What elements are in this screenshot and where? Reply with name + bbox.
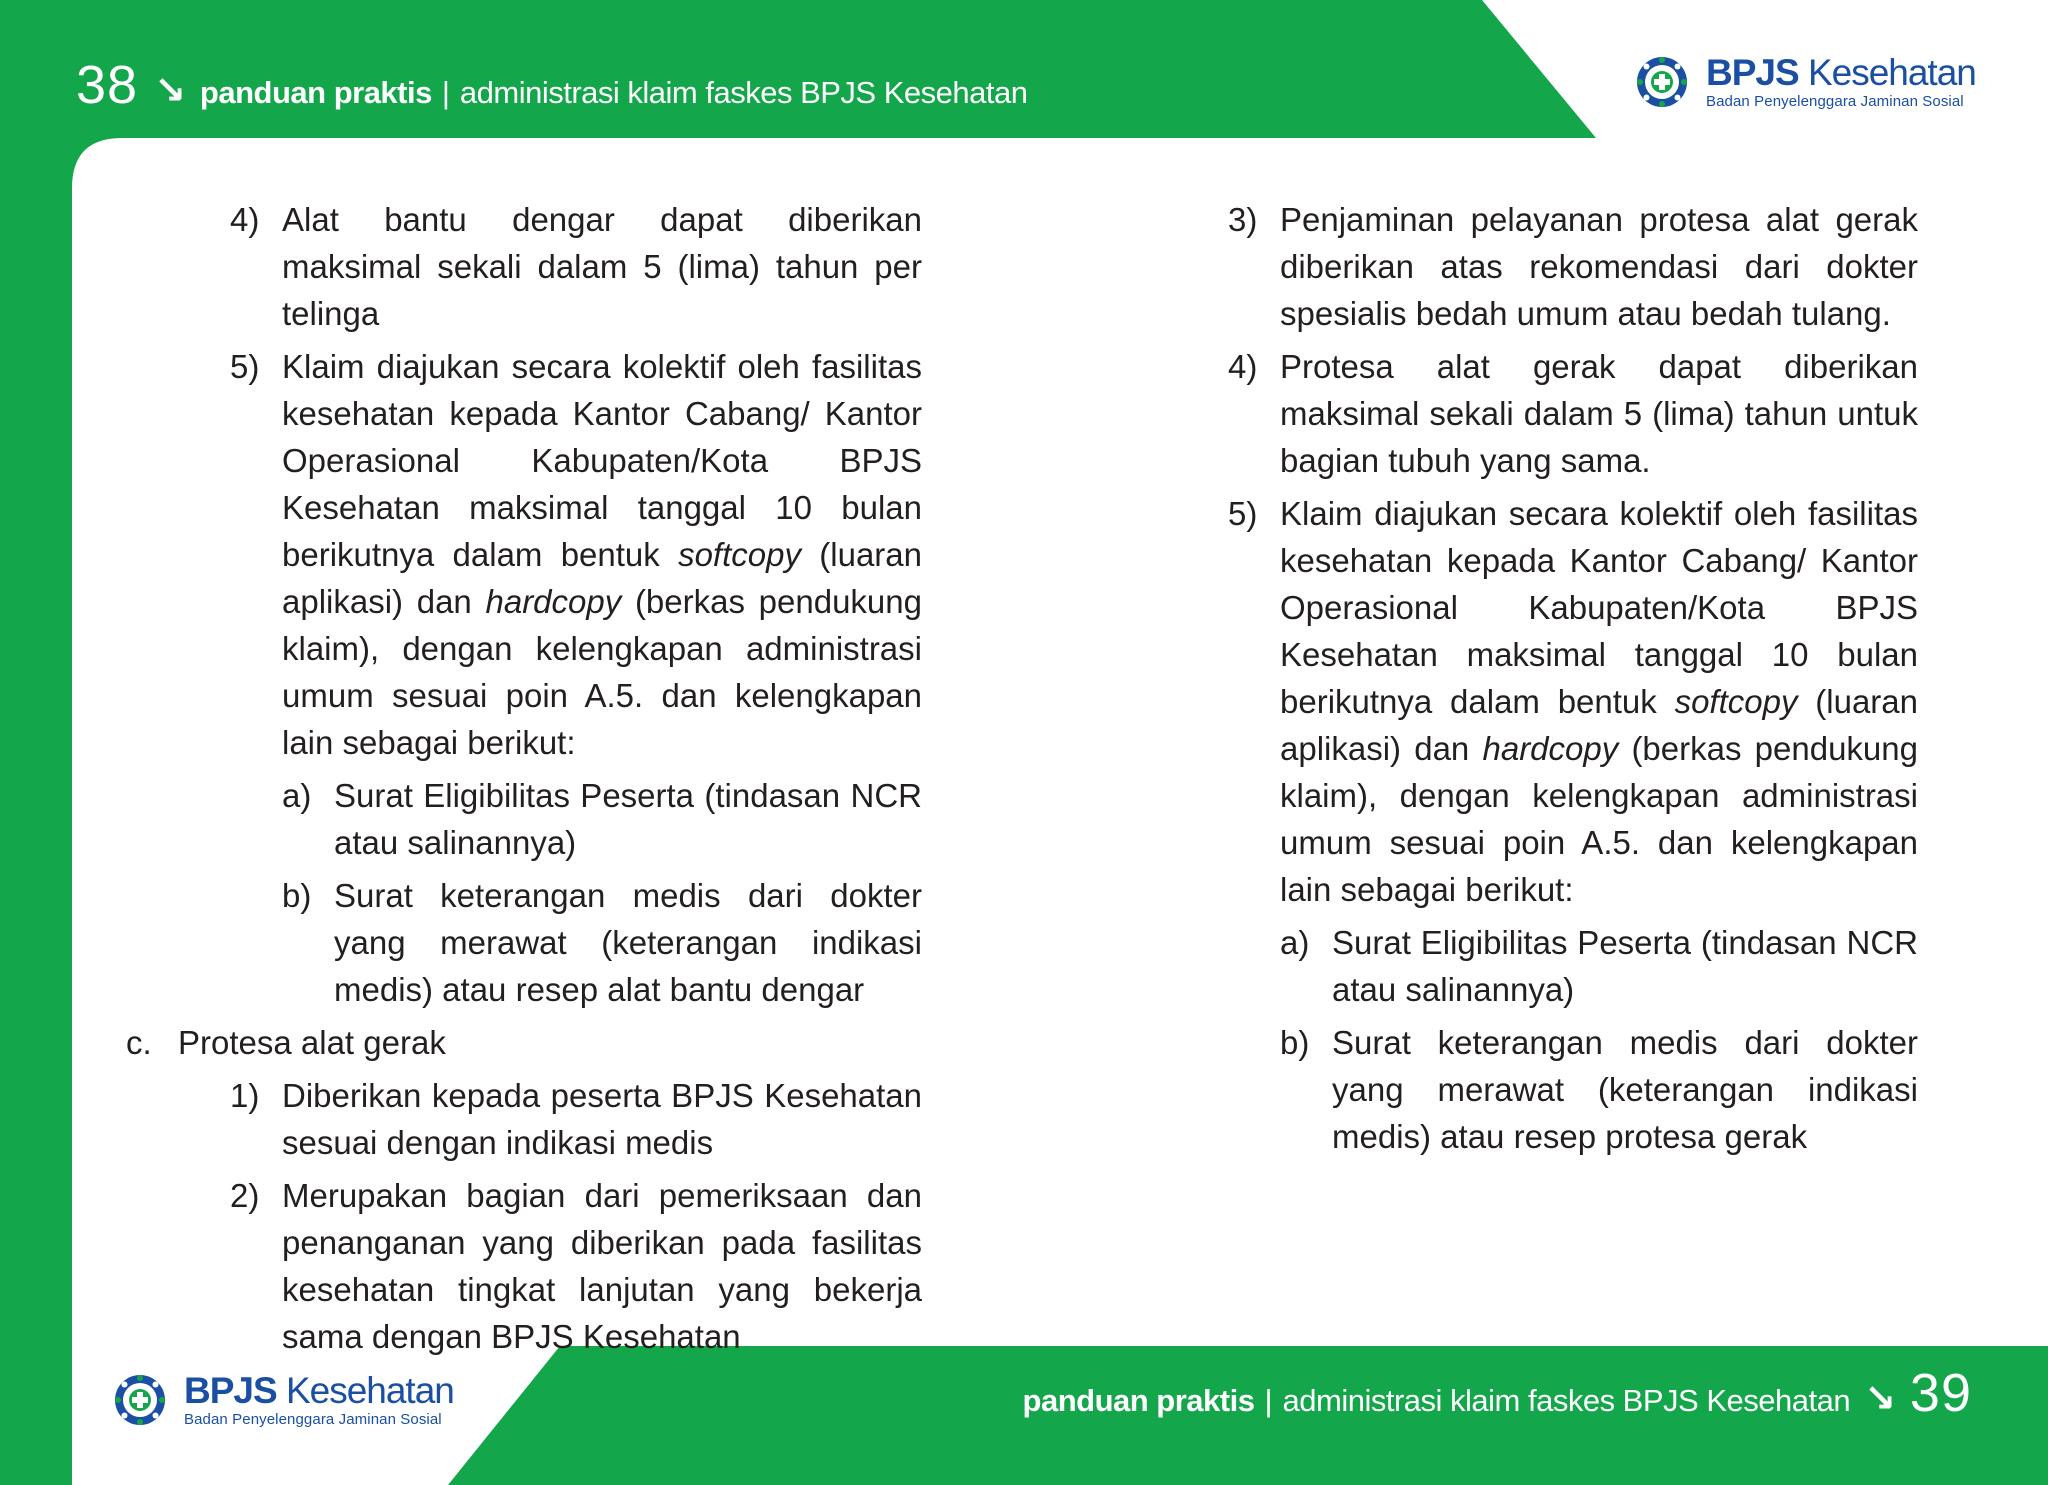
- item-number: 2): [230, 1177, 260, 1214]
- header-separator: |: [441, 75, 450, 110]
- item-text: Surat keterangan medis dari dokter yang merawat (keterangan indikasi medis) atau resep alat bantu dengar: [334, 877, 922, 1008]
- item-letter: a): [1280, 924, 1310, 961]
- bpjs-logo-top: [1636, 54, 1976, 109]
- section-letter: c.: [126, 1024, 152, 1061]
- bpjs-logo-bottom: [114, 1372, 454, 1427]
- list-item: [178, 772, 922, 866]
- item-text: Surat keterangan medis dari dokter yang merawat (keterangan indikasi medis) atau resep protesa gerak: [1332, 1024, 1918, 1155]
- item-text: Surat Eligibilitas Peserta (tindasan NCR atau salinannya): [1332, 924, 1918, 1008]
- list-item: [178, 196, 922, 337]
- footer-title-regular: administrasi klaim faskes BPJS Kesehatan: [1282, 1383, 1851, 1418]
- item-text: Alat bantu dengar dapat diberikan maksimal sekali dalam 5 (lima) tahun per telinga: [282, 201, 922, 332]
- left-text-column: [126, 196, 922, 1366]
- item-letter: b): [282, 877, 312, 914]
- item-number: 4): [230, 201, 260, 238]
- footer-running-title: [1023, 1362, 1972, 1432]
- list-item: [178, 1072, 922, 1166]
- logo-word-bpjs: BPJS: [184, 1370, 277, 1411]
- list-item: [178, 343, 922, 766]
- logo-word-bpjs: BPJS: [1706, 52, 1799, 93]
- item-number: 3): [1228, 201, 1258, 238]
- item-number: 5): [1228, 495, 1258, 532]
- list-item: [178, 1172, 922, 1360]
- bpjs-emblem-icon: [114, 1374, 166, 1426]
- header-title-regular: administrasi klaim faskes BPJS Kesehatan: [459, 75, 1028, 110]
- logo-subtitle: Badan Penyelenggara Jaminan Sosial: [184, 1411, 442, 1428]
- list-item: [1228, 1019, 1918, 1160]
- arrow-down-right-icon: ↘: [1864, 1378, 1896, 1420]
- item-text: Klaim diajukan secara kolektif oleh fasilitas kesehatan kepada Kantor Cabang/ Kantor Operasional Kabupaten/Kota BPJS Kesehatan maksimal tanggal 10 bulan berikutnya dalam bentuk softcopy (luaran aplikasi) dan hardcopy (berkas pendukung klaim), dengan kelengkapan administrasi umum sesuai poin A.5. dan kelengkapan lain sebagai berikut:: [282, 348, 922, 761]
- header-running-title: [76, 54, 1027, 124]
- list-item: [1228, 919, 1918, 1013]
- list-item: [178, 872, 922, 1013]
- item-letter: a): [282, 777, 312, 814]
- item-text: Klaim diajukan secara kolektif oleh fasilitas kesehatan kepada Kantor Cabang/ Kantor Operasional Kabupaten/Kota BPJS Kesehatan maksimal tanggal 10 bulan berikutnya dalam bentuk softcopy (luaran aplikasi) dan hardcopy (berkas pendukung klaim), dengan kelengkapan administrasi umum sesuai poin A.5. dan kelengkapan lain sebagai berikut:: [1280, 495, 1918, 908]
- item-letter: b): [1280, 1024, 1310, 1061]
- list-item: [1228, 490, 1918, 913]
- footer-separator: |: [1264, 1383, 1273, 1418]
- item-text: Diberikan kepada peserta BPJS Kesehatan sesuai dengan indikasi medis: [282, 1077, 922, 1161]
- logo-subtitle: Badan Penyelenggara Jaminan Sosial: [1706, 93, 1964, 110]
- section-title: Protesa alat gerak: [178, 1024, 446, 1061]
- item-number: 4): [1228, 348, 1258, 385]
- item-number: 5): [230, 348, 260, 385]
- logo-word-kesehatan: Kesehatan: [285, 1370, 454, 1411]
- page-number-right: 39: [1909, 1363, 1972, 1423]
- logo-word-kesehatan: Kesehatan: [1807, 52, 1976, 93]
- footer-title-bold: panduan praktis: [1022, 1383, 1255, 1418]
- item-text: Merupakan bagian dari pemeriksaan dan penanganan yang diberikan pada fasilitas kesehatan tingkat lanjutan yang bekerja sama dengan BPJS Kesehatan: [282, 1177, 922, 1355]
- page-number-left: 38: [76, 55, 139, 115]
- right-text-column: [1228, 196, 1918, 1166]
- arrow-down-right-icon: ↘: [154, 70, 186, 112]
- list-item: [1228, 196, 1918, 337]
- item-text: Surat Eligibilitas Peserta (tindasan NCR atau salinannya): [334, 777, 922, 861]
- bpjs-emblem-icon: [1636, 56, 1688, 108]
- item-number: 1): [230, 1077, 260, 1114]
- header-title-bold: panduan praktis: [199, 75, 432, 110]
- item-text: Penjaminan pelayanan protesa alat gerak diberikan atas rekomendasi dari dokter spesialis bedah umum atau bedah tulang.: [1280, 201, 1918, 332]
- list-item: [1228, 343, 1918, 484]
- section-heading-c: [126, 1019, 922, 1066]
- item-text: Protesa alat gerak dapat diberikan maksimal sekali dalam 5 (lima) tahun untuk bagian tubuh yang sama.: [1280, 348, 1918, 479]
